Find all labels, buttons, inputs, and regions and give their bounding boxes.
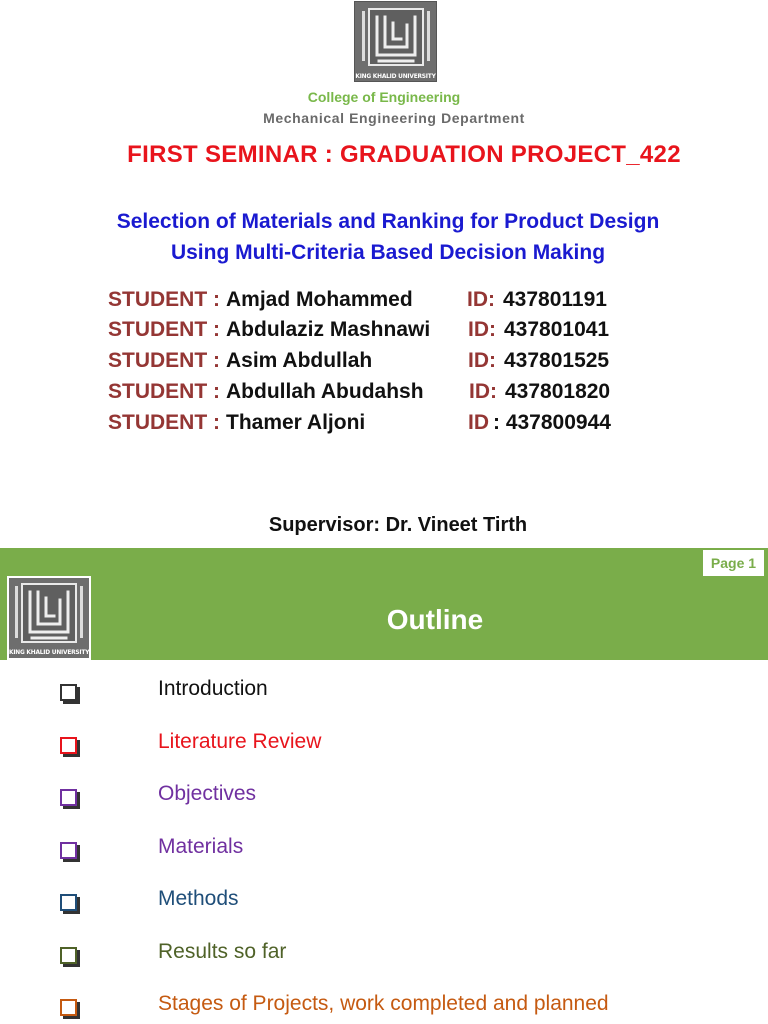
checkbox-square-icon bbox=[60, 947, 77, 964]
outline-item-text: Literature Review bbox=[158, 730, 322, 753]
department-name: Mechanical Engineering Department bbox=[263, 110, 525, 126]
outline-item-text: Objectives bbox=[158, 782, 257, 805]
page-number-badge: Page 1 bbox=[703, 550, 764, 576]
outline-item-text: Materials bbox=[158, 835, 244, 858]
student-id: 437801041 bbox=[504, 318, 610, 341]
college-name: College of Engineering bbox=[307, 89, 461, 105]
seminar-heading: FIRST SEMINAR : GRADUATION PROJECT_422 bbox=[127, 141, 681, 168]
student-name: Abdullah Abudahsh bbox=[226, 380, 424, 403]
student-id: : 437800944 bbox=[493, 411, 611, 434]
kku-emblem-icon bbox=[355, 2, 436, 71]
student-label: STUDENT : bbox=[108, 318, 220, 341]
student-name: Abdulaziz Mashnawi bbox=[226, 318, 431, 341]
project-title-line-1: Selection of Materials and Ranking for Product Design bbox=[116, 210, 660, 233]
university-caption: KING KHALID UNIVERSITY bbox=[9, 648, 89, 656]
student-id: 437801820 bbox=[505, 380, 611, 403]
outline-slide bbox=[0, 548, 768, 1024]
student-id-label: ID: bbox=[467, 288, 495, 311]
student-id-label: ID: bbox=[469, 380, 497, 403]
student-label: STUDENT : bbox=[108, 411, 220, 434]
kku-emblem-icon bbox=[9, 578, 89, 647]
outline-item-text: Results so far bbox=[158, 940, 287, 963]
checkbox-square-icon bbox=[60, 999, 77, 1016]
project-title-line-2: Using Multi-Criteria Based Decision Making bbox=[170, 241, 606, 264]
university-caption: KING KHALID UNIVERSITY bbox=[355, 72, 436, 80]
checkbox-square-icon bbox=[60, 684, 77, 701]
university-logo bbox=[7, 576, 91, 660]
student-name: Amjad Mohammed bbox=[226, 288, 413, 311]
student-label: STUDENT : bbox=[108, 288, 220, 311]
student-name: Thamer Aljoni bbox=[226, 411, 366, 434]
student-id: 437801525 bbox=[504, 349, 610, 372]
student-label: STUDENT : bbox=[108, 380, 220, 403]
student-id-label: ID bbox=[468, 411, 489, 434]
checkbox-square-icon bbox=[60, 842, 77, 859]
outline-heading: Outline bbox=[386, 604, 484, 635]
supervisor-name: Supervisor: Dr. Vineet Tirth bbox=[268, 514, 528, 536]
checkbox-square-icon bbox=[60, 737, 77, 754]
student-id: 437801191 bbox=[503, 288, 607, 311]
project-title bbox=[0, 206, 768, 268]
checkbox-square-icon bbox=[60, 894, 77, 911]
student-id-label: ID: bbox=[468, 318, 496, 341]
student-label: STUDENT : bbox=[108, 349, 220, 372]
checkbox-square-icon bbox=[60, 789, 77, 806]
student-id-label: ID: bbox=[468, 349, 496, 372]
university-logo bbox=[354, 1, 437, 82]
outline-item-text: Introduction bbox=[158, 677, 268, 700]
outline-item-text: Stages of Projects, work completed and planned bbox=[158, 992, 609, 1015]
outline-item-text: Methods bbox=[158, 887, 239, 910]
student-name: Asim Abdullah bbox=[226, 349, 373, 372]
